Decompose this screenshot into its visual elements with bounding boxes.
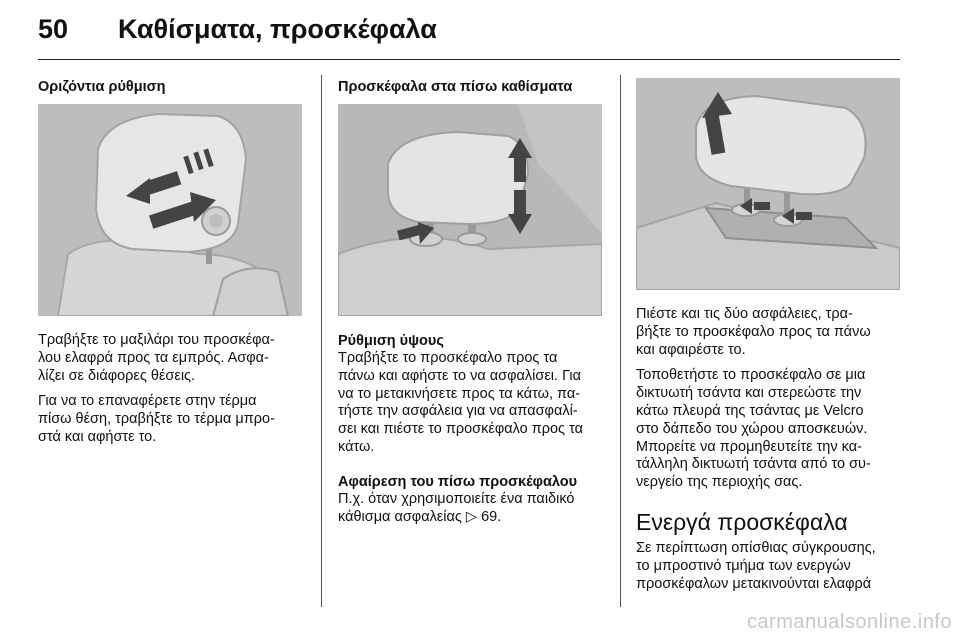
text-line: βήξτε το προσκέφαλο προς τα πάνω xyxy=(636,323,871,340)
column-removal-continued xyxy=(636,78,902,593)
figure-rear-headrest-height xyxy=(338,104,602,316)
text-line: λίζει σε διάφορες θέσεις. xyxy=(38,367,196,384)
rear-headrest-removal-illustration xyxy=(636,78,900,290)
text-line: Για να το επαναφέρετε στην τέρμα xyxy=(38,393,257,410)
paragraph-active-headrests xyxy=(636,540,902,593)
column-divider-2 xyxy=(620,75,621,607)
text-line: Τοποθετήστε το προσκέφαλο σε μια xyxy=(636,367,866,384)
text-line: πίσω θέση, τραβήξτε το τέρμα μπρο- xyxy=(38,411,275,428)
child-seat-page-reference[interactable]: κάθισμα ασφαλείας ▷ 69. xyxy=(338,508,502,525)
paragraph-remove-rear-headrest xyxy=(338,491,604,527)
header-rule xyxy=(38,59,900,60)
text-line: τήστε την ασφάλεια για να απασφαλί- xyxy=(338,403,578,420)
heading-active-headrests: Ενεργά προσκέφαλα xyxy=(636,508,848,535)
heading-remove-rear-headrest: Αφαίρεση του πίσω προσκέφαλου xyxy=(338,473,578,490)
text-line: πάνω και αφήστε το να ασφαλίσει. Για xyxy=(338,367,582,384)
text-line: κάτω πλευρά της τσάντας με Velcro xyxy=(636,402,864,419)
text-line: προσκέφαλων μετακινούνται ελαφρά xyxy=(636,575,872,592)
text-line: να το μετακινήσετε προς τα κάτω, πα- xyxy=(338,385,581,402)
heading-rear-headrests: Προσκέφαλα στα πίσω καθίσματα xyxy=(338,79,573,95)
text-line: Τραβήξτε το μαξιλάρι του προσκέφα- xyxy=(38,332,275,348)
text-line: στά και αφήστε το. xyxy=(38,428,157,445)
paragraph-height-adjustment xyxy=(338,350,604,457)
headrest-horizontal-illustration xyxy=(38,104,302,316)
text-line: Μπορείτε να προμηθευτείτε την κα- xyxy=(636,438,862,455)
text-line: Σε περίπτωση οπίσθιας σύγκρουσης, xyxy=(636,539,876,556)
watermark: carmanualsonline.info xyxy=(746,611,952,633)
text-line: Τραβήξτε το προσκέφαλο προς τα xyxy=(338,350,558,366)
text-line: νεργείο της περιοχής σας. xyxy=(636,474,803,491)
heading-height-adjustment: Ρύθμιση ύψους xyxy=(338,333,444,349)
text-line: τάλληλη δικτυωτή τσάντα από το συ- xyxy=(636,456,871,473)
column-horizontal-adjustment xyxy=(38,78,306,447)
text-line: το μπροστινό τμήμα των ενεργών xyxy=(636,557,851,574)
text-line: λου ελαφρά προς τα εμπρός. Ασφα- xyxy=(38,349,269,366)
text-line: δικτυωτή τσάντα και στερεώστε την xyxy=(636,385,862,402)
figure-rear-headrest-removal xyxy=(636,78,900,290)
paragraph-reset-position xyxy=(38,393,306,446)
text-line: και αφαιρέστε το. xyxy=(636,341,746,358)
page-number: 50 xyxy=(38,14,69,44)
text-line: Πιέστε και τις δύο ασφάλειες, τρα- xyxy=(636,306,853,322)
column-rear-headrests xyxy=(338,78,604,526)
paragraph-pull-cushion xyxy=(38,332,306,385)
figure-headrest-horizontal xyxy=(38,104,302,316)
heading-horizontal-adjustment: Οριζόντια ρύθμιση xyxy=(38,79,166,95)
paragraph-net-bag xyxy=(636,367,902,492)
column-divider-1 xyxy=(321,75,322,607)
text-line: στο δάπεδο του χώρου αποσκευών. xyxy=(636,420,868,437)
text-line: Π.χ. όταν χρησιμοποιείτε ένα παιδικό xyxy=(338,490,575,507)
text-line: κάτω. xyxy=(338,438,375,455)
rear-headrest-height-illustration xyxy=(338,104,602,316)
text-line: σει και πιέστε το προσκέφαλο προς τα xyxy=(338,421,583,438)
page-title: Καθίσματα, προσκέφαλα xyxy=(118,14,437,44)
paragraph-press-latches xyxy=(636,306,902,359)
